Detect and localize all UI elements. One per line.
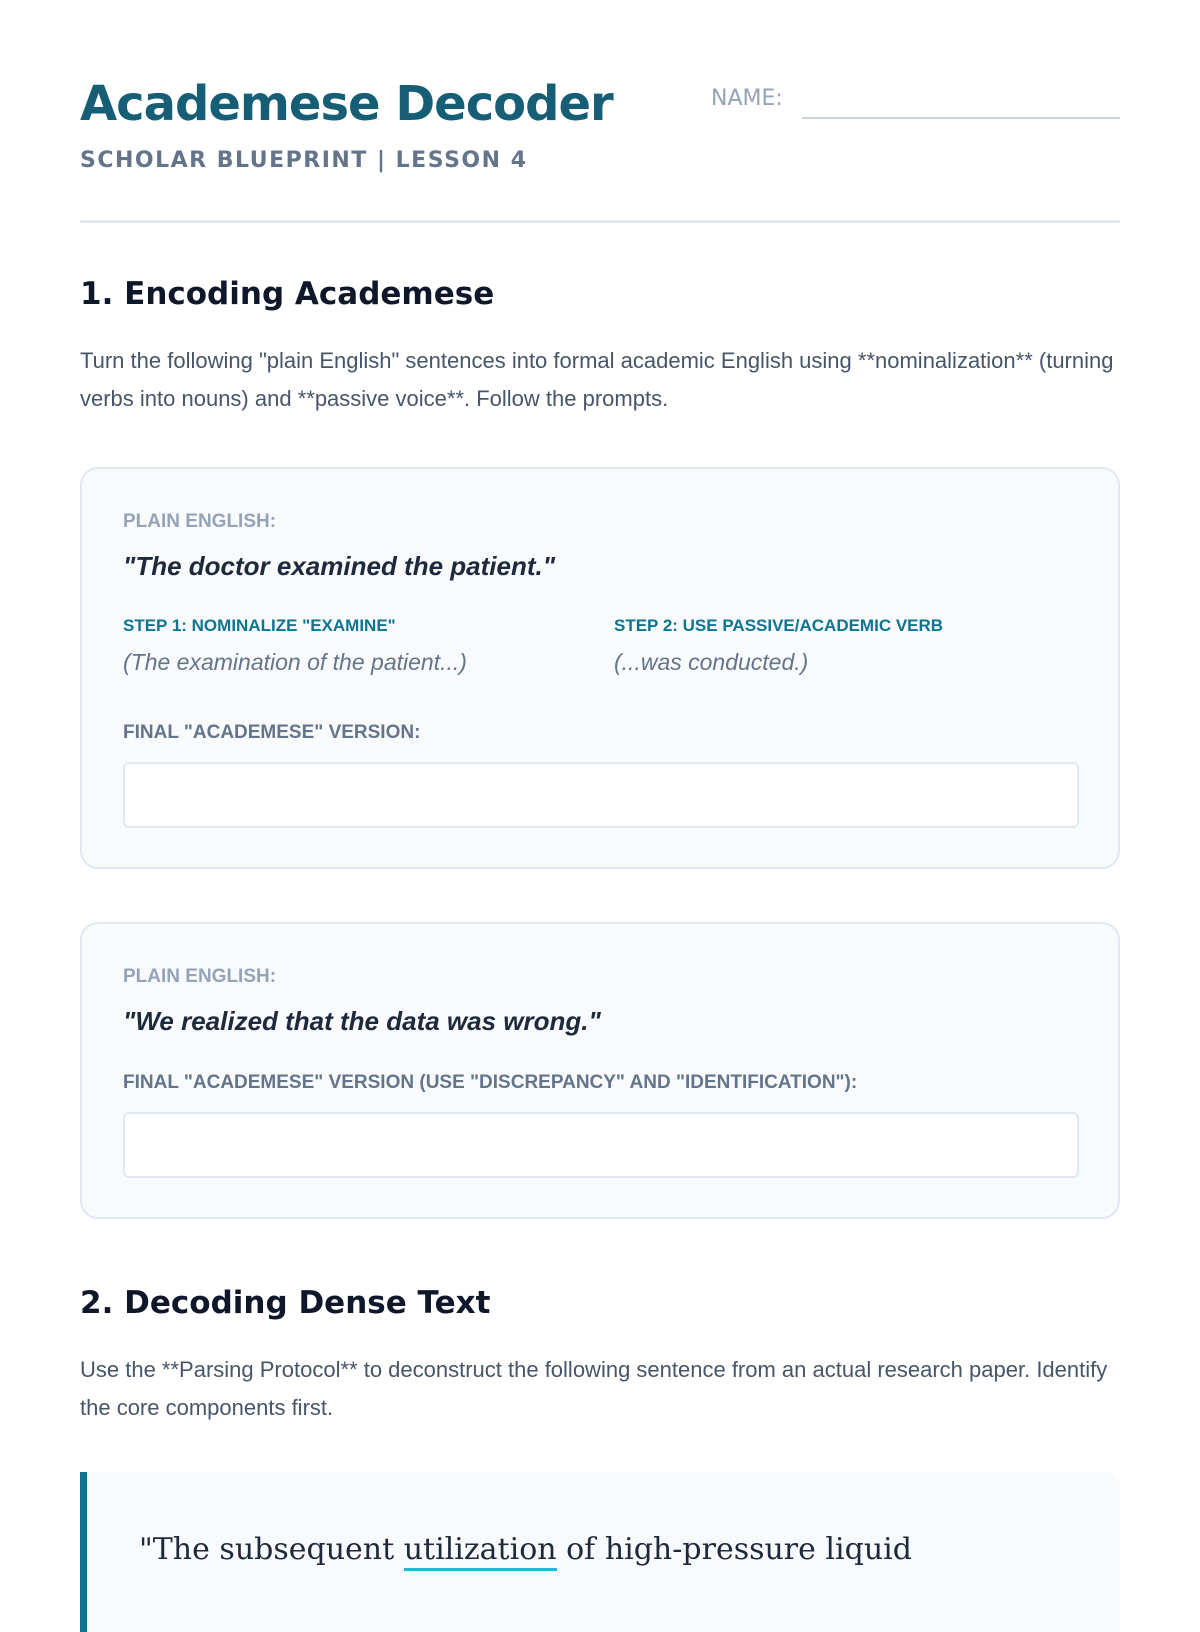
section-2-description: Use the **Parsing Protocol** to deconstruct the following sentence from an actual research paper. Identify the core components first. — [80, 1357, 1108, 1420]
dense-sentence-start: "The subsequent — [139, 1532, 404, 1567]
dense-sentence-rest: of high-pressure liquid — [556, 1532, 912, 1567]
name-label: NAME: — [711, 86, 783, 111]
worksheet-header — [80, 76, 1120, 226]
worksheet-title: Academese Decoder — [80, 76, 613, 132]
plain-english-label: PLAIN ENGLISH: — [123, 966, 277, 987]
section-2-title: 2. Decoding Dense Text — [80, 1285, 491, 1321]
plain-english-sentence: "The doctor examined the patient." — [123, 551, 556, 581]
dense-sentence — [139, 1532, 912, 1567]
plain-english-label: PLAIN ENGLISH: — [123, 511, 277, 532]
plain-english-sentence: "We realized that the data was wrong." — [123, 1006, 601, 1036]
name-field — [711, 86, 1120, 122]
section-1-description: Turn the following "plain English" sentences into formal academic English using **nominalization** (turning verbs into nouns) and **passive voice**. Follow the prompts. — [80, 348, 1114, 411]
section-1-title: 1. Encoding Academese — [80, 276, 495, 312]
final-version-input[interactable] — [123, 762, 1079, 828]
step-1-hint: (The examination of the patient...) — [123, 649, 467, 675]
final-version-input[interactable] — [123, 1112, 1079, 1178]
step-2-label: STEP 2: USE PASSIVE/ACADEMIC VERB — [614, 616, 944, 635]
name-write-line[interactable] — [802, 117, 1120, 119]
worksheet-subtitle: SCHOLAR BLUEPRINT | LESSON 4 — [80, 148, 528, 173]
final-version-label: FINAL "ACADEMESE" VERSION: — [123, 722, 421, 743]
exercise-card-1 — [80, 467, 1120, 869]
step-2-hint: (...was conducted.) — [614, 649, 809, 675]
final-version-label: FINAL "ACADEMESE" VERSION (USE "DISCREPANCY" AND "IDENTIFICATION"): — [123, 1072, 858, 1093]
step-1-label: STEP 1: NOMINALIZE "EXAMINE" — [123, 616, 396, 635]
dense-sentence-box — [80, 1472, 1120, 1632]
exercise-card-2 — [80, 922, 1120, 1219]
highlighted-nominalization: utilization — [404, 1532, 557, 1571]
header-divider — [80, 220, 1120, 223]
